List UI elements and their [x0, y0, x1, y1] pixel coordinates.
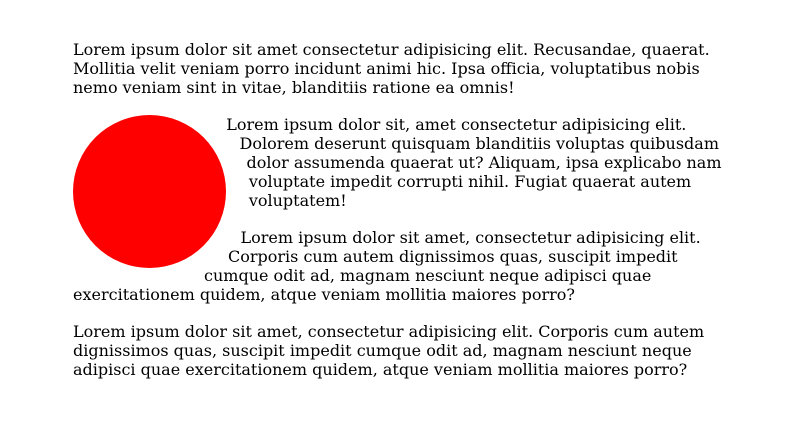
paragraph-1: Lorem ipsum dolor sit amet consectetur adipisicing elit. Recusandae, quaerat. Mollitia velit veniam porro incidunt animi hic. Ipsa officia, voluptatibus nobis nemo veniam sint in vitae, blanditiis ratione ea omnis! [73, 40, 710, 97]
paragraph-4: Lorem ipsum dolor sit amet, consectetur adipisicing elit. Corporis cum autem dignissimos quas, suscipit impedit cumque odit ad, magnam nesciunt neque adipisci quae exercitationem quidem, atque veniam mollitia maiores porro? [73, 322, 705, 379]
paragraph-3: Lorem ipsum dolor sit amet, consectetur adipisicing elit. Corporis cum autem dignissimos quas, suscipit impedit cumque odit ad, magnam nesciunt neque adipisci quae exercitationem quidem, atque veniam mollitia maiores porro? [73, 228, 701, 304]
float-section [73, 115, 733, 304]
article [73, 40, 733, 397]
red-circle [73, 115, 226, 268]
paragraph-2: Lorem ipsum dolor sit, amet consectetur adipisicing elit. Dolorem deserunt quisquam blanditiis voluptas quibusdam dolor assumenda quaerat ut? Aliquam, ipsa explicabo nam voluptate impedit corrupti nihil. Fugiat quaerat autem voluptatem! [226, 115, 722, 210]
